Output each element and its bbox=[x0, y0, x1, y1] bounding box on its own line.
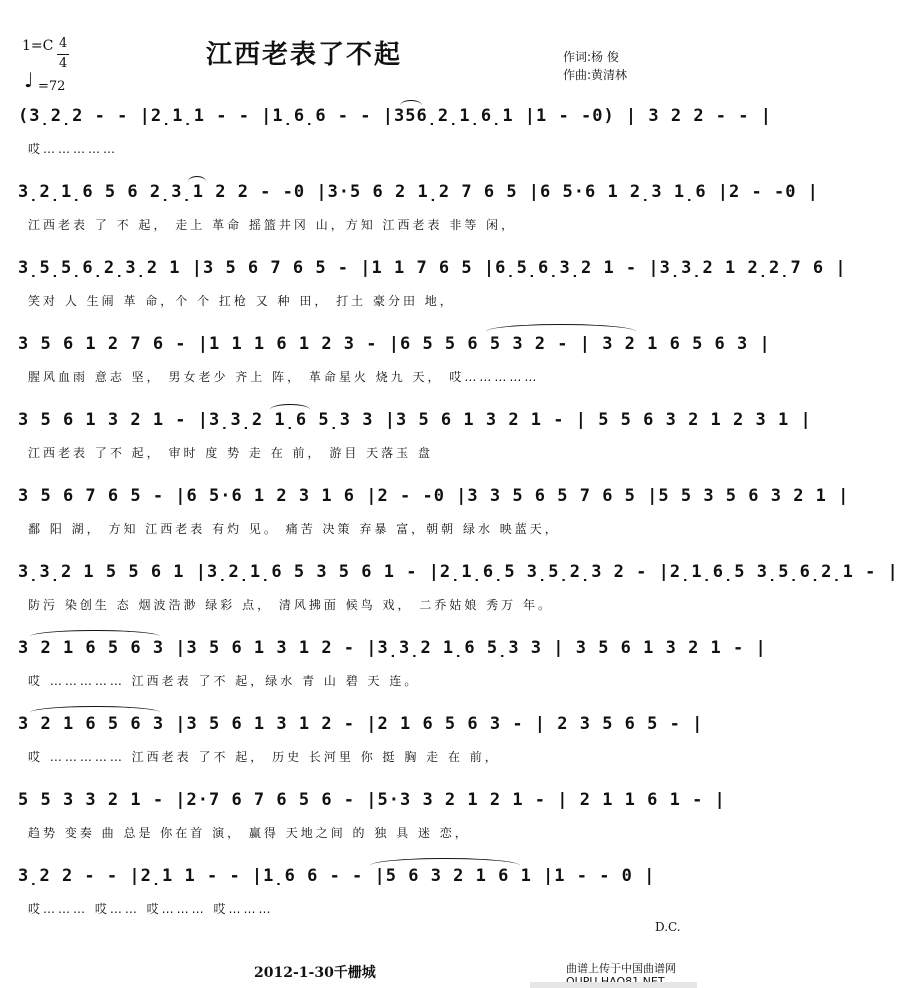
notation-line: 3 5 6 1 3 2 1 - |3̣3̣2 1̣6 5̣3 3 |3 5 6 1 3 2 1 - | 5 5 6 3 2 1 2 3 1 | bbox=[18, 410, 812, 430]
notation-line: 3 5 6 1 2 7 6 - |1 1 1 6 1 2 3 - |6 5 5 6 5 3 2 - | 3 2 1 6 5 6 3 | bbox=[18, 334, 771, 354]
notation-line: 3̣2 2 - - |2̣1 1 - - |1̣6 6 - - |5 6 3 2 1 6 1 |1 - - 0 | bbox=[18, 866, 656, 886]
key-signature: 1=C bbox=[22, 38, 54, 54]
da-capo-marking: D.C. bbox=[655, 920, 681, 934]
date-signature: 2012-1-30千栅城 bbox=[254, 965, 376, 981]
notation-line: (3̣2̣2 - - |2̣1̣1 - - |1̣6̣6 - - |356̣2̣1̣6̣1 |1 - -0) | 3 2 2 - - | bbox=[18, 106, 772, 126]
score-system bbox=[0, 856, 697, 931]
score-system bbox=[0, 400, 812, 475]
score-system bbox=[0, 628, 767, 703]
lyric-line: 江西老表 了不 起， 审时 度 势 走 在 前， 游目 天落玉 盘 bbox=[28, 446, 433, 460]
lyric-line: 哎……… 哎…… 哎……… 哎……… bbox=[28, 902, 274, 916]
lyric-line: 笑对 人 生闹 革 命，个 个 扛枪 又 种 田， 打土 豪分田 地， bbox=[28, 294, 455, 308]
score-system bbox=[0, 552, 899, 627]
lyric-line: 江西老表 了 不 起， 走上 革命 摇篮井冈 山，方知 江西老表 非等 闲， bbox=[28, 218, 517, 232]
score-system bbox=[0, 324, 771, 399]
notation-line: 3 2 1 6 5 6 3 |3 5 6 1 3 1 2 - |3̣3̣2 1̣6 5̣3 3 | 3 5 6 1 3 2 1 - | bbox=[18, 638, 767, 658]
notation-line: 3̣5̣5̣6̣2̣3̣2 1 |3 5 6 7 6 5 - |1 1 7 6 5 |6̣5̣6̣3̣2 1 - |3̣3̣2 1 2̣2̣7 6 | bbox=[18, 258, 847, 278]
score-system bbox=[0, 96, 772, 171]
slur bbox=[400, 100, 422, 111]
lyric-line: 腥风血雨 意志 坚， 男女老少 齐上 阵， 革命星火 烧九 天， 哎…………… bbox=[28, 370, 540, 384]
time-signature-bottom: 4 bbox=[59, 56, 68, 71]
slur bbox=[486, 324, 636, 339]
lyric-line: 哎…………… bbox=[28, 142, 119, 156]
slur bbox=[30, 630, 160, 643]
slur bbox=[270, 404, 310, 415]
score-system bbox=[0, 248, 847, 323]
notation-line: 3̣2̣1̣6 5 6 2̣3̣1 2 2 - -0 |3·5 6 2 1̣2 7 6 5 |6 5·6 1 2̣3 1̣6 |2 - -0 | bbox=[18, 182, 819, 202]
score-system bbox=[0, 780, 726, 855]
lyricist-credit: 作词:杨 俊 bbox=[563, 50, 619, 64]
lyric-line: 防污 染创生 态 烟波浩渺 绿彩 点， 清风拂面 候鸟 戏， 二乔姑娘 秀万 年。 bbox=[28, 598, 553, 612]
lyric-line: 哎 …………… 江西老表 了不 起，绿水 青 山 碧 天 连。 bbox=[28, 674, 420, 688]
footer-strip bbox=[530, 982, 697, 988]
notation-line: 3̣3̣2 1 5 5 6 1 |3̣2̣1̣6 5 3 5 6 1 - |2̣1̣6̣5 3̣5̣2̣3 2 - |2̣1̣6̣5 3̣5̣6̣2̣1 - | bbox=[18, 562, 899, 582]
lyric-line: 鄱 阳 湖， 方知 江西老表 有灼 见。 痛苦 决策 弃暴 富，朝朝 绿水 映蓝天， bbox=[28, 522, 560, 536]
notation-line: 5 5 3 3 2 1 - |2·7 6 7 6 5 6 - |5·3 3 2 1 2 1 - | 2 1 1 6 1 - | bbox=[18, 790, 726, 810]
notation-line: 3 2 1 6 5 6 3 |3 5 6 1 3 1 2 - |2 1 6 5 6 3 - | 2 3 5 6 5 - | bbox=[18, 714, 704, 734]
slur bbox=[30, 706, 160, 719]
time-signature-divider bbox=[57, 54, 69, 55]
tempo-marking: =72 bbox=[38, 79, 66, 94]
notation-line: 3 5 6 7 6 5 - |6 5·6 1 2 3 1 6 |2 - -0 |3 3 5 6 5 7 6 5 |5 5 3 5 6 3 2 1 | bbox=[18, 486, 850, 506]
slur bbox=[370, 858, 520, 873]
time-signature-top: 4 bbox=[59, 36, 68, 51]
score-system bbox=[0, 172, 819, 247]
lyric-line: 趋势 变奏 曲 总是 你在首 演， 赢得 天地之间 的 独 具 迷 恋， bbox=[28, 826, 470, 840]
score-system bbox=[0, 476, 850, 551]
lyric-line: 哎 …………… 江西老表 了不 起， 历史 长河里 你 挺 胸 走 在 前， bbox=[28, 750, 500, 764]
quarter-note-icon: ♩ bbox=[24, 68, 34, 92]
composer-credit: 作曲:黄清林 bbox=[563, 68, 628, 82]
watermark-text: 曲谱上传于中国曲谱网 bbox=[566, 962, 676, 975]
page-title: 江西老表了不起 bbox=[206, 40, 403, 70]
score-system bbox=[0, 704, 704, 779]
slur bbox=[188, 176, 206, 187]
